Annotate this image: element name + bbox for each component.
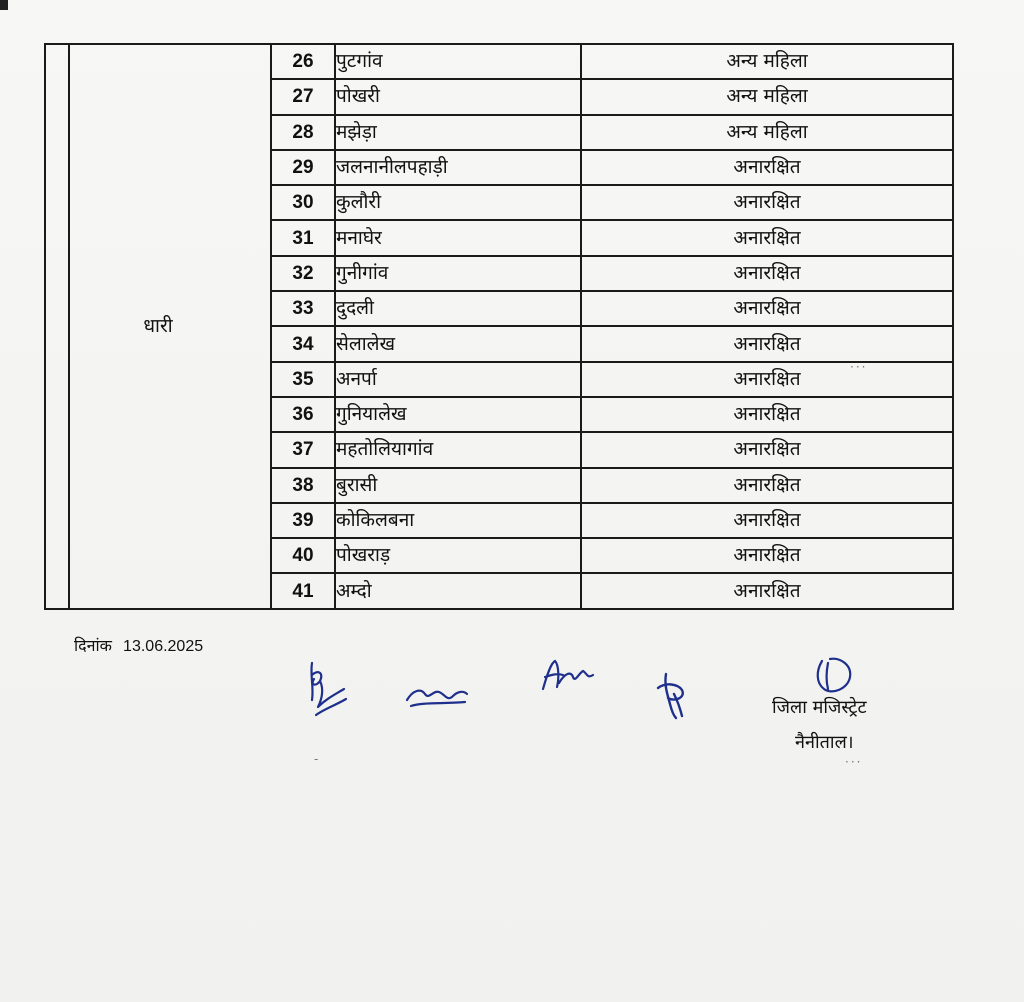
serial-number: 36 xyxy=(271,397,335,432)
serial-number: 40 xyxy=(271,538,335,573)
place: नैनीताल। xyxy=(795,732,854,753)
reservation-category: अनारक्षित xyxy=(581,432,953,467)
reservation-category: अनारक्षित xyxy=(581,468,953,503)
inner-border-line xyxy=(68,45,70,608)
serial-number: 35 xyxy=(271,362,335,397)
reservation-category: अनारक्षित xyxy=(581,503,953,538)
reservation-category: अनारक्षित xyxy=(581,326,953,361)
village-name: गुनियालेख xyxy=(335,397,581,432)
date-label: दिनांक xyxy=(74,636,112,655)
serial-number: 31 xyxy=(271,220,335,255)
village-name: सेलालेख xyxy=(335,326,581,361)
reservation-category: अनारक्षित xyxy=(581,150,953,185)
scan-dots-2: ··· xyxy=(845,755,863,769)
village-name: दुदली xyxy=(335,291,581,326)
block-name: धारी xyxy=(143,314,173,337)
reservation-category: अनारक्षित xyxy=(581,291,953,326)
serial-number: 28 xyxy=(271,115,335,150)
serial-number: 37 xyxy=(271,432,335,467)
reservation-category: अनारक्षित xyxy=(581,256,953,291)
village-name: गुनीगांव xyxy=(335,256,581,291)
village-name: अनर्पा xyxy=(335,362,581,397)
date-value: 13.06.2025 xyxy=(123,638,204,655)
signature-1 xyxy=(300,655,360,730)
serial-number: 39 xyxy=(271,503,335,538)
village-name: कुलौरी xyxy=(335,185,581,220)
village-name: कोकिलबना xyxy=(335,503,581,538)
village-name: जलनानीलपहाड़ी xyxy=(335,150,581,185)
scan-mark xyxy=(0,0,8,10)
village-name: बुरासी xyxy=(335,468,581,503)
village-name: मनाघेर xyxy=(335,220,581,255)
signature-3 xyxy=(537,655,597,695)
reservation-category: अनारक्षित xyxy=(581,185,953,220)
date-line xyxy=(74,634,203,656)
reservation-category: अनारक्षित xyxy=(581,362,953,397)
serial-number: 30 xyxy=(271,185,335,220)
reservation-category: अनारक्षित xyxy=(581,220,953,255)
village-name: अम्दो xyxy=(335,573,581,608)
reservation-table xyxy=(44,43,954,610)
serial-number: 32 xyxy=(271,256,335,291)
village-name: पोखरी xyxy=(335,79,581,114)
serial-number: 41 xyxy=(271,573,335,608)
serial-number: 26 xyxy=(271,44,335,79)
designation: जिला मजिस्ट्रेट xyxy=(772,697,867,718)
reservation-category: अनारक्षित xyxy=(581,573,953,608)
reservation-category: अन्य महिला xyxy=(581,115,953,150)
village-name: महतोलियागांव xyxy=(335,432,581,467)
reservation-category: अन्य महिला xyxy=(581,44,953,79)
serial-number: 34 xyxy=(271,326,335,361)
serial-number: 38 xyxy=(271,468,335,503)
serial-number: 33 xyxy=(271,291,335,326)
signature-4 xyxy=(652,668,692,723)
table-body xyxy=(45,44,953,609)
serial-number: 27 xyxy=(271,79,335,114)
serial-number: 29 xyxy=(271,150,335,185)
reservation-category: अन्य महिला xyxy=(581,79,953,114)
village-name: पुटगांव xyxy=(335,44,581,79)
reservation-category: अनारक्षित xyxy=(581,397,953,432)
scan-dots-1: ··· xyxy=(850,360,868,374)
scan-dash: - xyxy=(314,752,321,766)
signature-5 xyxy=(808,653,858,698)
village-name: पोखराड़ xyxy=(335,538,581,573)
table-row xyxy=(45,44,953,79)
block-name-cell xyxy=(45,44,271,609)
village-name: मझेड़ा xyxy=(335,115,581,150)
signature-2 xyxy=(403,682,473,712)
reservation-category: अनारक्षित xyxy=(581,538,953,573)
